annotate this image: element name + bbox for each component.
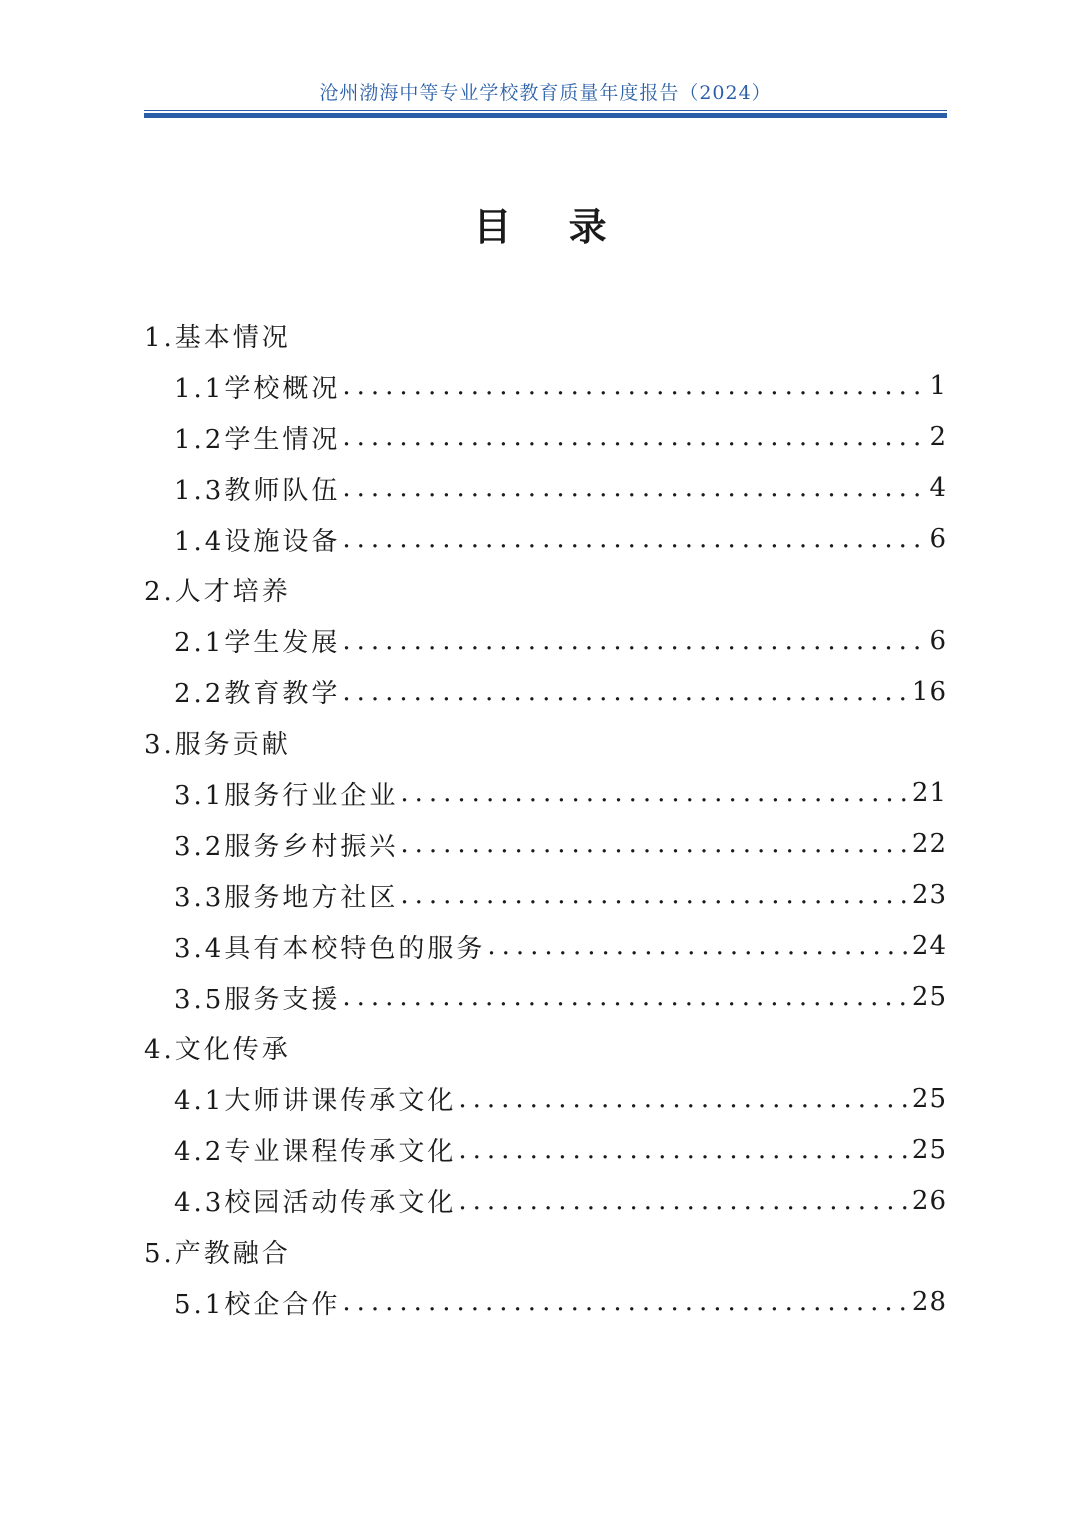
toc-section[interactable]: [144, 1226, 947, 1277]
dot-leader: [487, 931, 910, 961]
toc-entry[interactable]: [144, 1277, 947, 1328]
toc-entry[interactable]: [144, 972, 947, 1023]
toc-page-number: 25: [911, 1134, 947, 1165]
toc-entry[interactable]: [144, 361, 947, 412]
toc-page-number: 25: [911, 1083, 947, 1114]
toc-entry-label: 1.3教师队伍: [174, 475, 341, 506]
report-header-title: 沧州渤海中等专业学校教育质量年度报告（2024）: [319, 82, 772, 104]
toc-page-number: 23: [911, 880, 947, 911]
dot-leader: [400, 778, 910, 808]
toc-page-number: 26: [911, 1185, 947, 1216]
dot-leader: [342, 422, 927, 452]
toc-entry[interactable]: [144, 412, 947, 463]
dot-leader: [342, 524, 927, 554]
toc-section[interactable]: [144, 310, 947, 361]
toc-entry[interactable]: [144, 921, 947, 972]
dot-leader: [342, 371, 927, 401]
toc-entry-label: 3.2服务乡村振兴: [174, 831, 399, 862]
toc-page-number: 6: [929, 524, 947, 554]
toc-entry-label: 1.2学生情况: [174, 424, 341, 455]
toc-entry[interactable]: [144, 870, 947, 921]
toc-page-number: 28: [911, 1287, 947, 1318]
toc-entry[interactable]: [144, 1175, 947, 1226]
dot-leader: [342, 473, 927, 503]
toc-entry-label: 4.2专业课程传承文化: [174, 1137, 457, 1168]
toc-entry[interactable]: [144, 666, 947, 717]
toc-entry[interactable]: [144, 615, 947, 666]
dot-leader: [400, 829, 910, 859]
dot-leader: [342, 1287, 910, 1317]
toc-entry-label: 1.4设施设备: [174, 526, 341, 557]
toc-entry-label: 3.5服务支援: [174, 984, 341, 1015]
dot-leader: [458, 1135, 910, 1165]
header-divider-thin: [144, 110, 947, 111]
toc-page-number: 16: [911, 676, 947, 707]
toc-page-number: 6: [929, 625, 947, 656]
dot-leader: [342, 982, 910, 1012]
toc-entry-label: 3.4具有本校特色的服务: [174, 933, 486, 964]
toc-entry[interactable]: [144, 1073, 947, 1124]
toc-section-label: 4.文化传承: [144, 1035, 291, 1066]
toc-section-label: 3.服务贡献: [144, 730, 291, 761]
toc-section-label: 5.产教融合: [144, 1238, 291, 1269]
toc-page-number: 22: [911, 829, 947, 860]
toc-section[interactable]: [144, 564, 947, 615]
toc-entry-label: 5.1校企合作: [174, 1289, 341, 1320]
toc-page-number: 21: [911, 778, 947, 809]
dot-leader: [342, 626, 927, 656]
toc-section[interactable]: [144, 1022, 947, 1073]
toc-section-label: 1.基本情况: [144, 322, 291, 353]
toc-entry-label: 2.1学生发展: [174, 628, 341, 659]
toc-heading: 目 录: [473, 204, 629, 249]
toc-entry[interactable]: [144, 463, 947, 514]
toc-entry[interactable]: [144, 819, 947, 870]
toc-entry[interactable]: [144, 768, 947, 819]
toc-page-number: 24: [911, 931, 947, 962]
dot-leader: [458, 1084, 910, 1114]
dot-leader: [342, 677, 910, 707]
toc-entry-label: 4.3校园活动传承文化: [174, 1188, 457, 1219]
toc-entry-label: 2.2教育教学: [174, 679, 341, 710]
toc-entry[interactable]: [144, 1124, 947, 1175]
toc-entry-label: 1.1学校概况: [174, 373, 341, 404]
dot-leader: [400, 880, 910, 910]
toc-entry[interactable]: [144, 514, 947, 565]
toc-section-label: 2.人才培养: [144, 577, 291, 608]
toc-page-number: 25: [911, 982, 947, 1013]
toc-section[interactable]: [144, 717, 947, 768]
header-divider-thick: [144, 113, 947, 118]
toc-entry-label: 3.1服务行业企业: [174, 780, 399, 811]
toc-entry-label: 4.1大师讲课传承文化: [174, 1086, 457, 1117]
table-of-contents: [144, 310, 947, 1328]
toc-page-number: 4: [929, 473, 947, 504]
toc-page-number: 2: [929, 422, 947, 453]
toc-page-number: 1: [929, 371, 947, 402]
toc-entry-label: 3.3服务地方社区: [174, 882, 399, 913]
dot-leader: [458, 1186, 910, 1216]
